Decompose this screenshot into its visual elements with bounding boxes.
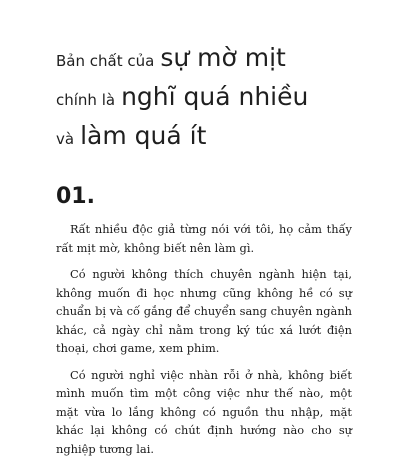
paragraph: Rất nhiều độc giả từng nói với tôi, họ cảm thấy rất mịt mờ, không biết nên làm gì. bbox=[56, 222, 352, 255]
title-line-1-large: sự mờ mịt bbox=[160, 43, 286, 72]
title-line-2-large: nghĩ quá nhiều bbox=[121, 82, 309, 111]
chapter-number: 01. bbox=[56, 184, 95, 209]
paragraph: Có người nghỉ việc nhàn rỗi ở nhà, không biết mình muốn tìm một công việc như thế nào, một mặt vừa lo lắng không có nguồn thu nhập, mặt khác lại không có chút định hướng nào cho sự nghiệp tương lai. bbox=[56, 367, 352, 456]
title-line-3-small: và bbox=[56, 130, 75, 148]
title-line-3 bbox=[56, 118, 308, 157]
title-line-3-large: làm quá ít bbox=[80, 121, 207, 150]
paragraph: Có người không thích chuyên ngành hiện tại, không muốn đi học nhưng cũng không hề có sự chuẩn bị và cố gắng để chuyển sang chuyên ngành khác, cả ngày chỉ nằm trong ký túc xá lướt điện thoại, chơi game, xem phim. bbox=[56, 267, 352, 355]
title-line-2 bbox=[56, 79, 308, 118]
title-line-1 bbox=[56, 40, 308, 79]
title-line-1-small: Bản chất của bbox=[56, 52, 155, 70]
title-line-2-small: chính là bbox=[56, 91, 116, 109]
body-text bbox=[56, 220, 352, 466]
chapter-title bbox=[56, 40, 308, 157]
